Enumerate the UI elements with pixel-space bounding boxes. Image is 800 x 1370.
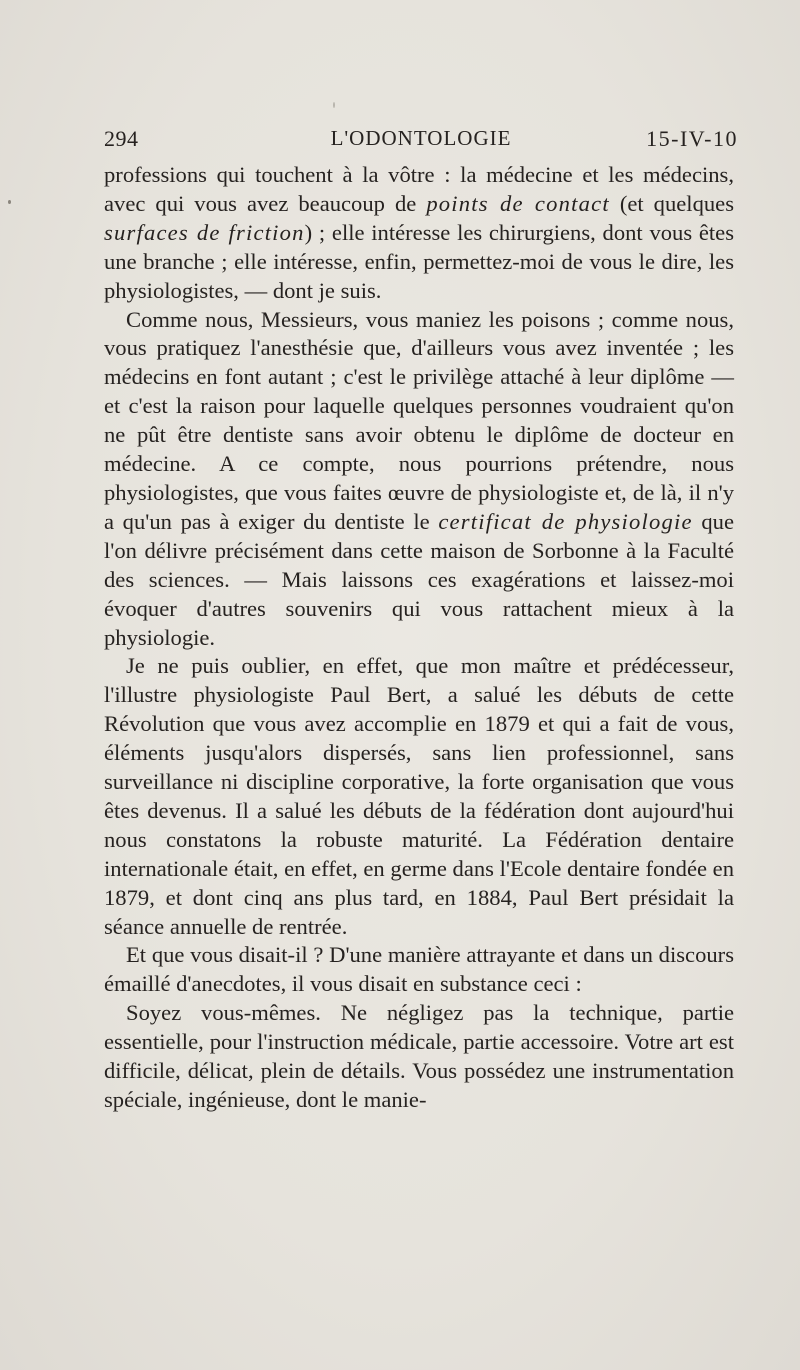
page-number: 294 [104,126,139,151]
paragraph: Soyez vous-mêmes. Ne négligez pas la technique, partie essentielle, pour l'instruction médicale, partie accessoire. Votre art est difficile, délicat, plein de détails. Vous possédez une instrumentation spéciale, ingénieuse, dont le manie- [104,1000,734,1112]
text-run: que l'on délivre précisément dans cette maison de Sorbonne à la Faculté des sciences. — Mais laissons ces exagérations et laissez-moi évoquer d'autres souvenirs qui vous rattachent mieux à la physiologie. [104,508,734,650]
paper-speck [8,200,11,204]
italic-phrase: points de contact [426,190,610,216]
journal-title: L'ODONTOLOGIE [330,126,512,150]
text-run: professions qui touchent à la vôtre : la médecine et les médecins, avec qui vous avez beaucoup de [104,162,734,216]
text-run: (et quelques [609,190,734,216]
running-head [104,126,738,156]
paragraph [104,161,734,306]
paragraph: Je ne puis oublier, en effet, que mon maître et prédécesseur, l'illustre physiologiste Paul Bert, a salué les débuts de cette Révolution que vous avez accomplie en 1879 et qui a fait de vous, éléments jusqu'alors dispersés, sans lien professionnel, sans surveillance ni discipline corporative, la forte organisation que vous êtes devenus. Il a salué les débuts de la fédération dont aujourd'hui nous constatons la robuste maturité. La Fédération dentaire internationale était, en effet, en germe dans l'Ecole dentaire fondée en 1879, et dont cinq ans plus tard, en 1884, Paul Bert présidait la séance annuelle de rentrée. [104,653,734,939]
paragraph [104,306,734,653]
italic-phrase: surfaces de friction [104,219,305,245]
issue-date: 15-IV-10 [646,126,738,151]
body-text [104,161,734,1115]
paper-speck [333,102,335,108]
italic-phrase: certificat de physiologie [438,508,693,534]
paragraph: Et que vous disait-il ? D'une manière attrayante et dans un discours émaillé d'anecdotes, il vous disait en substance ceci : [104,942,734,997]
text-run: ) ; elle intéresse les chirurgiens, dont vous êtes une branche ; elle intéresse, enfin, permettez-moi de vous le dire, les physiologistes, — dont je suis. [104,219,734,303]
text-run: Comme nous, Messieurs, vous maniez les poisons ; comme nous, vous pratiquez l'anesthésie que, d'ailleurs vous avez inventée ; les médecins en font autant ; c'est le privilège attaché à leur diplôme — et c'est la raison pour laquelle quelques personnes voudraient qu'on ne pût être dentiste sans avoir obtenu le diplôme de docteur en médecine. A ce compte, nous pourrions prétendre, nous physiologistes, que vous faites œuvre de physiologiste et, de là, il n'y a qu'un pas à exiger du dentiste le [104,306,734,534]
